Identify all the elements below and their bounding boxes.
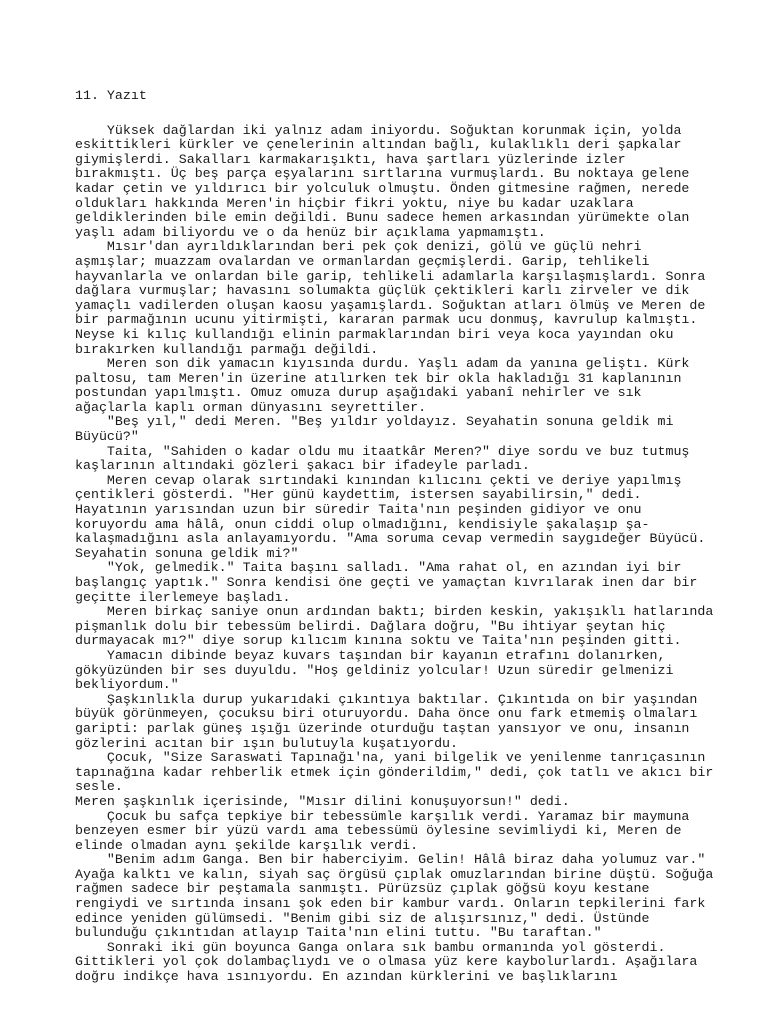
text-line: Meren son dik yamacın kıyısında durdu. Yaşlı adam da yanına geliştı. Kürk bbox=[75, 356, 690, 372]
text-line: "Beş yıl," dedi Meren. "Beş yıldır yoldayız. Seyahatin sonuna geldik mi bbox=[75, 414, 674, 430]
text-line: elinde olmadan aynı şekilde karşılık verdi. bbox=[75, 837, 419, 853]
text-line: Büyücü?" bbox=[75, 429, 139, 445]
text-line: bırakmıştı. Üç beş parça eşyalarını sırtlarına vurmuşlardı. Bu noktaya gelene bbox=[75, 166, 690, 182]
text-line: koruyordu ama hâlâ, onun ciddi olup olmadığını, kendisiyle şakalaşıp şa- bbox=[75, 516, 650, 532]
text-line: sesle. bbox=[75, 779, 123, 795]
text-line: bırakırken kullandığı parmağı değildi. bbox=[75, 341, 379, 357]
text-line: başlangıç yaptık." Sonra kendisi öne geçti ve yamaçtan kıvrılarak inen dar bir bbox=[75, 575, 698, 590]
text-line: bir parmağının ucunu yitirmişti, kararan parmak ucu donmuş, kavrulup kalmıştı. bbox=[75, 312, 698, 328]
text-line: Taita, "Sahiden o kadar oldu mu itaatkâr Meren?" diye sordu ve buz tutmuş bbox=[75, 443, 690, 459]
text-line: Çocuk, "Size Saraswati Tapınağı'na, yani bilgelik ve yenilenme tanrıçasının bbox=[75, 750, 706, 766]
text-line: çentikleri gösterdi. "Her günü kaydettim, istersen sayabilirsin," dedi. bbox=[75, 487, 642, 503]
text-line: "Yok, gelmedik." Taita başını salladı. "Ama rahat ol, en azından iyi bir bbox=[75, 560, 682, 576]
text-line: yaşlı adam biliyordu ve o da henüz bir açıklama yapmamıştı. bbox=[75, 224, 546, 240]
text-line: geldiklerinden bile emin değildi. Bunu sadece hemen arkasından yürümekte olan bbox=[75, 210, 690, 226]
text-line: doğru indikçe hava ısınıyordu. En azından kürklerini ve başlıklarını bbox=[75, 969, 618, 985]
text-line: yamaçlı vadilerden oluşan kaosu yaşamışlardı. Soğuktan atları ölmüş ve Meren de bbox=[75, 297, 706, 313]
text-line: oldukları hakkında Meren'in hiçbir fikri yoktu, niye bu kadar uzaklara bbox=[75, 195, 634, 211]
text-line: Seyahatin sonuna geldik mi?" bbox=[75, 545, 299, 561]
text-line: gökyüzünden bir ses duyuldu. "Hoş geldiniz yolcular! Uzun süredir gelmenizi bbox=[75, 662, 674, 678]
text-line: hayvanlarla ve onlardan bile garip, tehlikeli adamlarla karşılaşmışlardı. Sonra bbox=[75, 268, 706, 284]
text-line: kalaşmadığını asla anlayamıyordu. "Ama soruma cevap vermedin saygıdeğer Büyücü. bbox=[75, 531, 706, 547]
text-line: ağaçlarla kaplı orman dünyasını seyrettiler. bbox=[75, 399, 427, 415]
document-page bbox=[75, 88, 714, 985]
text-line: Yüksek dağlardan iki yalnız adam iniyordu. Soğuktan korunmak için, yolda bbox=[75, 122, 682, 138]
text-line: rengiydi ve sırtında insanı şok eden bir kambur vardı. Onların tepkilerini fark bbox=[75, 896, 706, 912]
chapter-heading: 11. Yazıt bbox=[75, 88, 147, 103]
text-line: giymişlerdi. Sakalları karmakarışıktı, hava şartları yüzlerinde izler bbox=[75, 151, 626, 167]
text-line: garipti: parlak güneş ışığı üzerinde oturduğu taştan yansıyor ve onu, insanın bbox=[75, 720, 690, 736]
text-line: postundan yapılmıştı. Omuz omuza durup aşağıdaki yabanî nehirler ve sık bbox=[75, 385, 642, 401]
body-text bbox=[75, 122, 714, 985]
text-line: Meren şaşkınlık içerisinde, "Mısır dilini konuşuyorsun!" dedi. bbox=[75, 793, 570, 809]
text-line: durmayacak mı?" diye sorup kılıcım kınına soktu ve Taita'nın peşinden gitti. bbox=[75, 633, 682, 649]
text-line: dağlara vurmuşlar; havasını solumakta güçlük çektikleri karlı zirveler ve dik bbox=[75, 283, 690, 299]
text-line: pişmanlık dolu bir tebessüm belirdi. Dağlara doğru, "Bu ihtiyar şeytan hiç bbox=[75, 618, 666, 634]
text-line: paltosu, tam Meren'in üzerine atılırken tek bir okla hakladığı 31 kaplanının bbox=[75, 370, 682, 386]
text-line: Hayatının yarısından uzun bir süredir Taita'nın peşinden gidiyor ve onu bbox=[75, 502, 642, 518]
text-line: rağmen sadece bir peştamala sanmıştı. Pürüzsüz çıplak göğsü koyu kestane bbox=[75, 881, 650, 897]
text-line: Gittikleri yol çok dolambaçlıydı ve o olmasa yüz kere kaybolurlardı. Aşağılara bbox=[75, 954, 698, 970]
text-line: Sonraki iki gün boyunca Ganga onlara sık bambu ormanında yol gösterdi. bbox=[75, 939, 666, 955]
text-line: bulunduğu çıkıntıdan atlayıp Taita'nın elini tuttu. "Bu taraftan." bbox=[75, 925, 602, 941]
text-line: bekliyordum." bbox=[75, 677, 179, 693]
text-line: kadar çetin ve yıldırıcı bir yolculuk olmuştu. Önden gitmesine rağmen, nerede bbox=[75, 180, 690, 196]
text-line: Çocuk bu safça tepkiye bir tebessümle karşılık verdi. Yaramaz bir maymuna bbox=[75, 808, 690, 824]
text-line: kaşlarının altındaki gözleri şakacı bir ifadeyle parladı. bbox=[75, 458, 530, 474]
text-line: Meren birkaç saniye onun ardından baktı; birden keskin, yakışıklı hatlarında bbox=[75, 604, 714, 620]
text-line: Meren cevap olarak sırtındaki kınından kılıcını çekti ve deriye yapılmış bbox=[75, 472, 682, 488]
text-line: geçitte ilerlemeye başladı. bbox=[75, 589, 291, 605]
text-line: gözlerini acıtan bir ışın bulutuyla kuşatıyordu. bbox=[75, 735, 459, 751]
text-line: Yamacın dibinde beyaz kuvars taşından bir kayanın etrafını dolanırken, bbox=[75, 647, 666, 663]
text-line: benzeyen esmer bir yüzü vardı ama tebessümü öylesine sevimliydi ki, Meren de bbox=[75, 823, 682, 839]
text-line: büyük görünmeyen, çocuksu biri oturuyordu. Daha önce onu fark etmemiş olmaları bbox=[75, 706, 698, 722]
text-line: aşmışlar; muazzam ovalardan ve ormanlardan geçmişlerdi. Garip, tehlikeli bbox=[75, 253, 650, 269]
text-line: Mısır'dan ayrıldıklarından beri pek çok denizi, gölü ve güçlü nehri bbox=[75, 239, 642, 255]
text-line: tapınağına kadar rehberlik etmek için gönderildim," dedi, çok tatlı ve akıcı bir bbox=[75, 764, 714, 780]
text-line: Ayağa kalktı ve kalın, siyah saç örgüsü çıplak omuzlarından birine düştü. Soğuğa bbox=[75, 866, 714, 882]
text-line: edince yeniden gülümsedi. "Benim gibi siz de alışırsınız," dedi. Üstünde bbox=[75, 910, 650, 926]
text-line: Şaşkınlıkla durup yukarıdaki çıkıntıya baktılar. Çıkıntıda on bir yaşından bbox=[75, 691, 698, 707]
text-line: "Benim adım Ganga. Ben bir haberciyim. Gelin! Hâlâ biraz daha yolumuz var." bbox=[75, 852, 706, 868]
text-line: Neyse ki kılıç kullandığı elinin parmaklarından biri veya koca yayından oku bbox=[75, 326, 674, 342]
text-line: eskittikleri kürkler ve çenelerinin altından bağlı, kulaklıklı deri şapkalar bbox=[75, 137, 682, 153]
